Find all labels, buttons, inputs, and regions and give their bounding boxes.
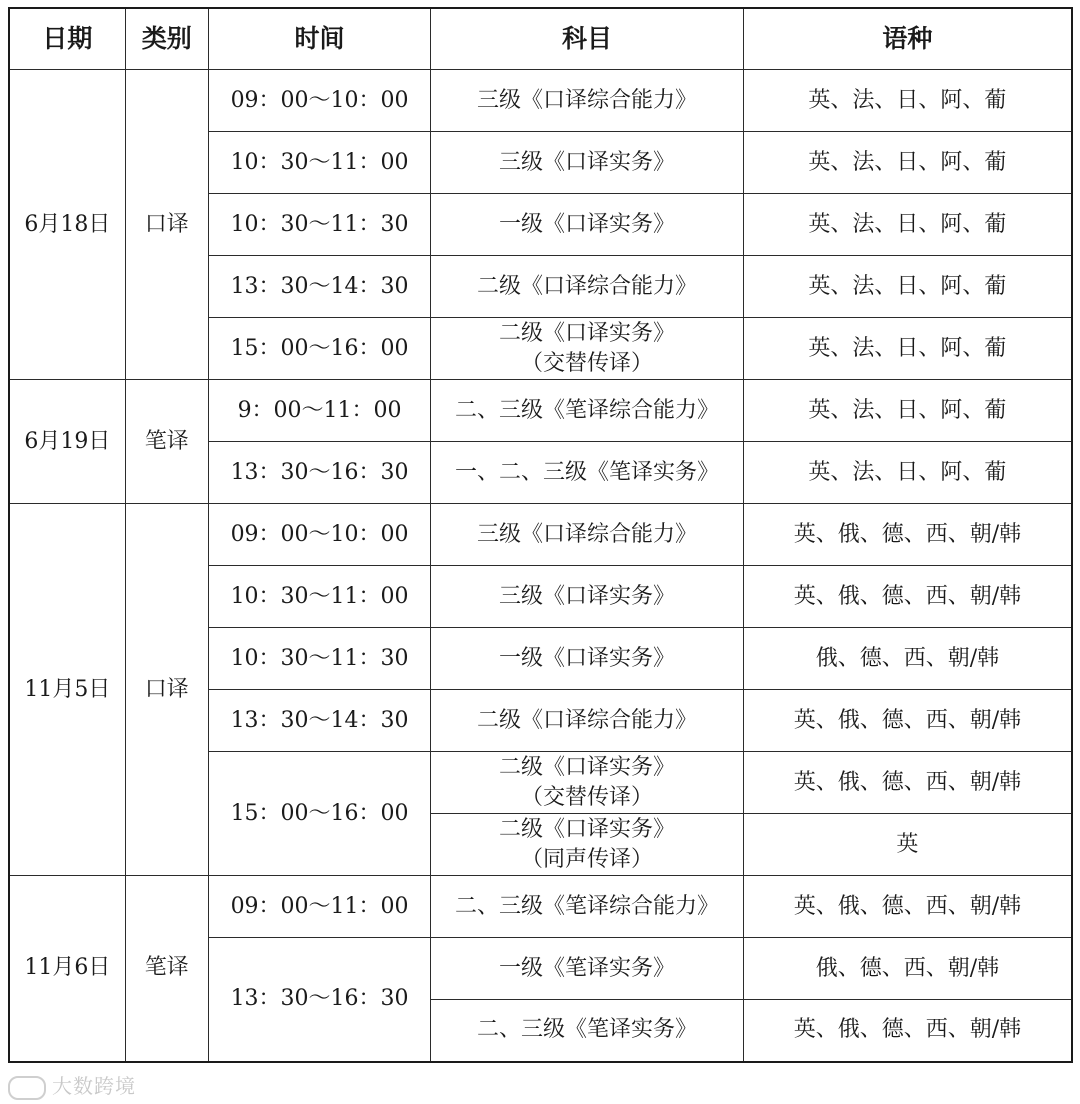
watermark-text: 大数跨境 — [52, 1074, 136, 1098]
subject-cell: 三级《口译综合能力》 — [431, 70, 744, 132]
time-cell: 9：00～11：00 — [208, 380, 430, 442]
type-cell: 笔译 — [125, 876, 208, 1062]
watermark — [8, 1070, 136, 1100]
time-cell: 10：30～11：00 — [208, 132, 430, 194]
table-row — [9, 70, 1072, 132]
language-cell: 英、俄、德、西、朝/韩 — [743, 752, 1072, 814]
language-cell: 英、法、日、阿、葡 — [743, 380, 1072, 442]
subject-cell: 三级《口译综合能力》 — [431, 504, 744, 566]
language-cell: 英、法、日、阿、葡 — [743, 70, 1072, 132]
language-cell: 英、俄、德、西、朝/韩 — [743, 1000, 1072, 1062]
date-cell: 11月5日 — [9, 504, 125, 876]
header-subject: 科目 — [431, 8, 744, 70]
subject-cell: 一级《笔译实务》 — [431, 938, 744, 1000]
language-cell: 英、法、日、阿、葡 — [743, 318, 1072, 380]
subject-cell: 三级《口译实务》 — [431, 566, 744, 628]
header-language: 语种 — [743, 8, 1072, 70]
type-cell: 口译 — [125, 504, 208, 876]
language-cell: 英、俄、德、西、朝/韩 — [743, 690, 1072, 752]
language-cell: 英、俄、德、西、朝/韩 — [743, 566, 1072, 628]
language-cell: 英、法、日、阿、葡 — [743, 256, 1072, 318]
subject-cell: 一、二、三级《笔译实务》 — [431, 442, 744, 504]
header-type: 类别 — [125, 8, 208, 70]
language-cell: 英、法、日、阿、葡 — [743, 132, 1072, 194]
header-row — [9, 8, 1072, 70]
time-cell: 13：30～16：30 — [208, 938, 430, 1062]
date-cell: 11月6日 — [9, 876, 125, 1062]
subject-cell: 二、三级《笔译综合能力》 — [431, 876, 744, 938]
table-row — [9, 876, 1072, 938]
type-cell: 口译 — [125, 70, 208, 380]
header-date: 日期 — [9, 8, 125, 70]
exam-schedule-table — [8, 7, 1073, 1063]
time-cell: 09：00～10：00 — [208, 504, 430, 566]
time-cell: 10：30～11：00 — [208, 566, 430, 628]
language-cell: 英、俄、德、西、朝/韩 — [743, 504, 1072, 566]
watermark-logo-icon — [8, 1076, 46, 1100]
subject-cell: 二、三级《笔译综合能力》 — [431, 380, 744, 442]
header-time: 时间 — [208, 8, 430, 70]
time-cell: 15：00～16：00 — [208, 752, 430, 876]
language-cell: 英、法、日、阿、葡 — [743, 442, 1072, 504]
time-cell: 09：00～10：00 — [208, 70, 430, 132]
time-cell: 13：30～14：30 — [208, 690, 430, 752]
time-cell: 13：30～14：30 — [208, 256, 430, 318]
time-cell: 10：30～11：30 — [208, 628, 430, 690]
subject-cell: 二级《口译实务》 （交替传译） — [431, 318, 744, 380]
date-cell: 6月19日 — [9, 380, 125, 504]
subject-cell: 二级《口译综合能力》 — [431, 690, 744, 752]
time-cell: 10：30～11：30 — [208, 194, 430, 256]
time-cell: 09：00～11：00 — [208, 876, 430, 938]
subject-cell: 二级《口译实务》 （同声传译） — [431, 814, 744, 876]
time-cell: 15：00～16：00 — [208, 318, 430, 380]
subject-cell: 三级《口译实务》 — [431, 132, 744, 194]
language-cell: 俄、德、西、朝/韩 — [743, 938, 1072, 1000]
language-cell: 英 — [743, 814, 1072, 876]
language-cell: 俄、德、西、朝/韩 — [743, 628, 1072, 690]
subject-cell: 一级《口译实务》 — [431, 628, 744, 690]
subject-cell: 二、三级《笔译实务》 — [431, 1000, 744, 1062]
language-cell: 英、法、日、阿、葡 — [743, 194, 1072, 256]
subject-cell: 一级《口译实务》 — [431, 194, 744, 256]
subject-cell: 二级《口译综合能力》 — [431, 256, 744, 318]
table-row — [9, 504, 1072, 566]
type-cell: 笔译 — [125, 380, 208, 504]
date-cell: 6月18日 — [9, 70, 125, 380]
subject-cell: 二级《口译实务》 （交替传译） — [431, 752, 744, 814]
language-cell: 英、俄、德、西、朝/韩 — [743, 876, 1072, 938]
time-cell: 13：30～16：30 — [208, 442, 430, 504]
table-row — [9, 380, 1072, 442]
